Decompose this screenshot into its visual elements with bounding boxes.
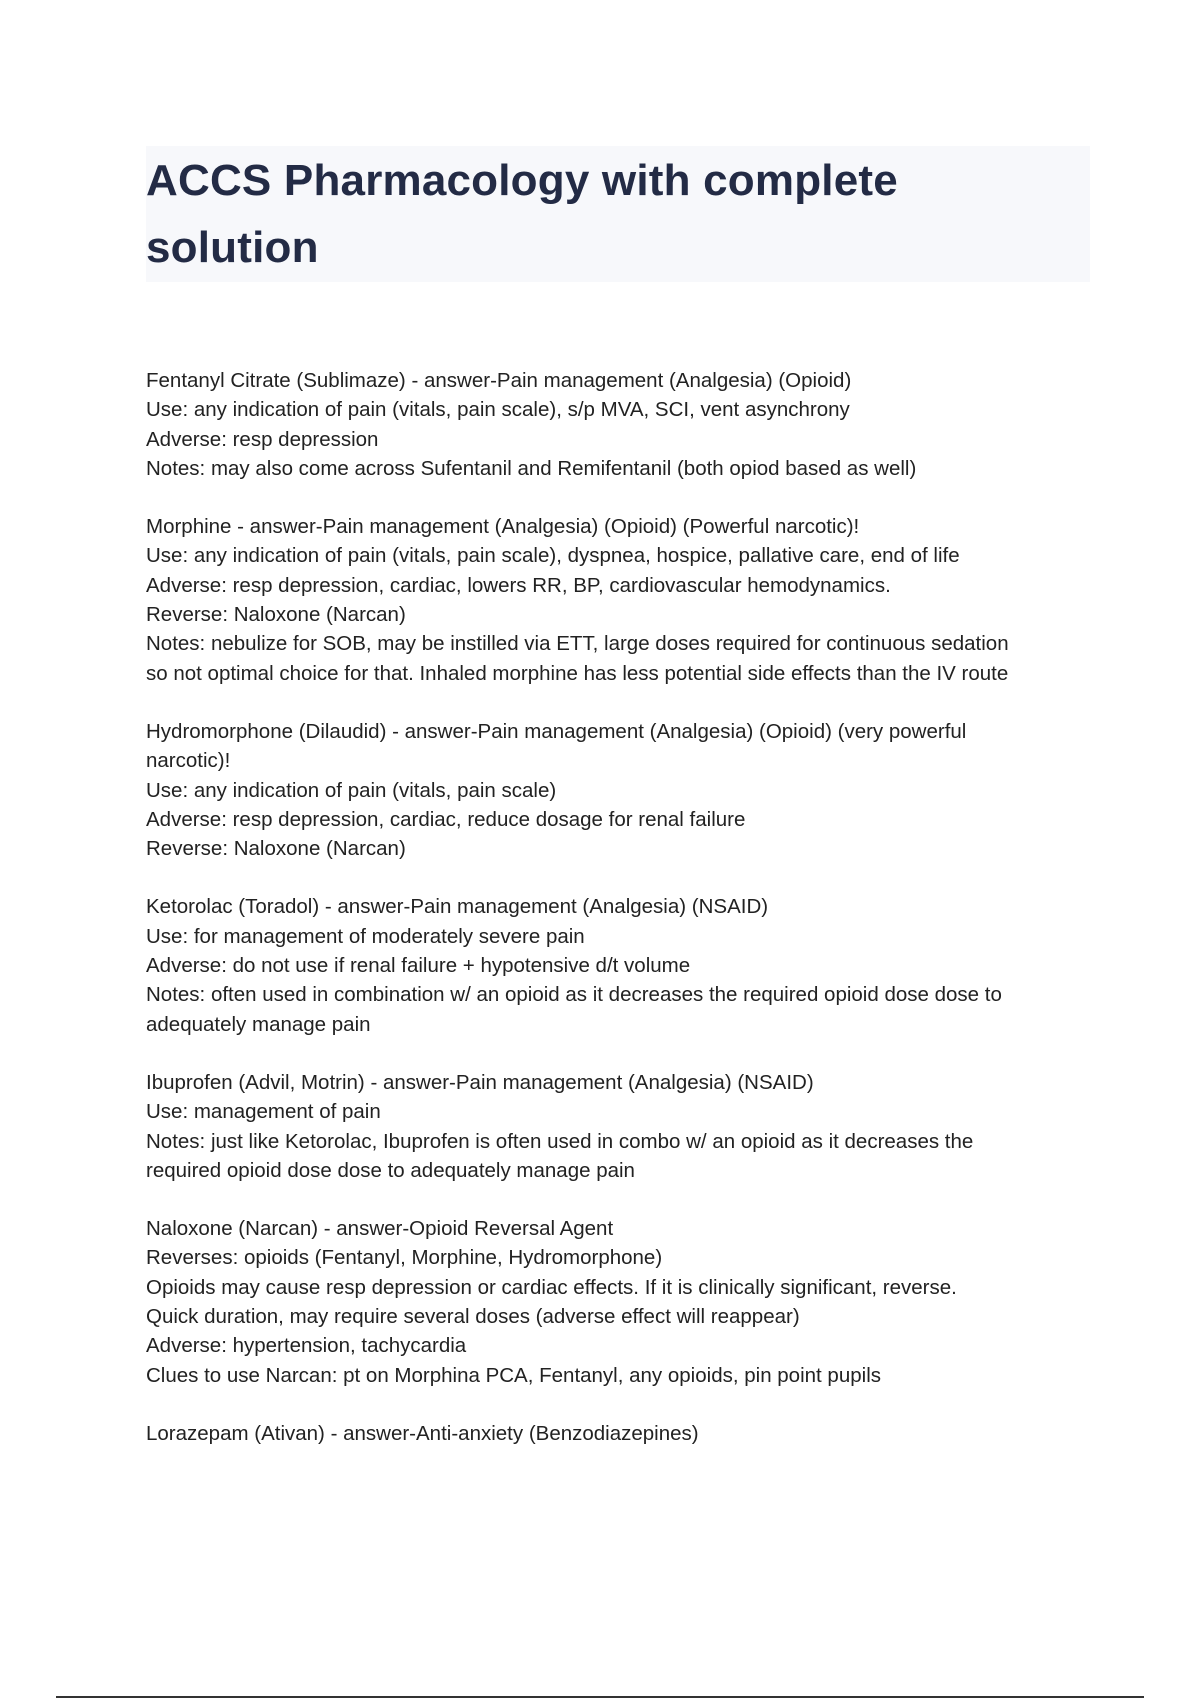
entry-fentanyl [146, 366, 1096, 483]
entry-line: Quick duration, may require several doses (adverse effect will reappear) [146, 1305, 800, 1329]
entry-line: Adverse: resp depression, cardiac, reduce dosage for renal failure [146, 807, 746, 831]
entry-line: Reverse: Naloxone (Narcan) [146, 837, 406, 861]
entry-line: Naloxone (Narcan) - answer-Opioid Reversal Agent [146, 1217, 614, 1241]
entry-hydromorphone [146, 717, 1096, 863]
entry-line: Adverse: hypertension, tachycardia [146, 1334, 467, 1358]
entry-line: Ketorolac (Toradol) - answer-Pain management (Analgesia) (NSAID) [146, 895, 769, 919]
entry-line: Notes: may also come across Sufentanil and Remifentanil (both opiod based as well) [146, 456, 917, 480]
entry-line: Notes: just like Ketorolac, Ibuprofen is often used in combo w/ an opioid as it decreases the [146, 1129, 974, 1153]
entry-line: Use: any indication of pain (vitals, pain scale), dyspnea, hospice, pallative care, end of life [146, 544, 960, 568]
title-line-1: ACCS Pharmacology with complete [146, 156, 898, 205]
entry-line: Opioids may cause resp depression or cardiac effects. If it is clinically significant, reverse. [146, 1275, 957, 1299]
entry-line: Reverses: opioids (Fentanyl, Morphine, Hydromorphone) [146, 1246, 663, 1270]
entry-line: Adverse: resp depression, cardiac, lowers RR, BP, cardiovascular hemodynamics. [146, 573, 891, 597]
entry-line: Notes: nebulize for SOB, may be instilled via ETT, large doses required for continuous sedation [146, 632, 1009, 656]
entry-line: required opioid dose dose to adequately manage pain [146, 1158, 635, 1182]
entry-line: Clues to use Narcan: pt on Morphina PCA, Fentanyl, any opioids, pin point pupils [146, 1363, 881, 1387]
document-body [146, 366, 1096, 1477]
entry-line: Use: for management of moderately severe pain [146, 924, 585, 948]
entry-line: Use: management of pain [146, 1100, 381, 1124]
entry-line: Fentanyl Citrate (Sublimaze) - answer-Pain management (Analgesia) (Opioid) [146, 369, 852, 392]
entry-line: Morphine - answer-Pain management (Analgesia) (Opioid) (Powerful narcotic)! [146, 515, 860, 539]
entry-line: so not optimal choice for that. Inhaled morphine has less potential side effects than the IV route [146, 661, 1009, 685]
entry-line: Reverse: Naloxone (Narcan) [146, 603, 406, 627]
entry-lorazepam [146, 1419, 1096, 1448]
entry-morphine [146, 512, 1096, 688]
title-banner [146, 146, 1090, 282]
entry-line: Ibuprofen (Advil, Motrin) - answer-Pain management (Analgesia) (NSAID) [146, 1070, 814, 1094]
entry-line: narcotic)! [146, 749, 231, 773]
entry-line: Notes: often used in combination w/ an opioid as it decreases the required opioid dose dose to [146, 983, 1002, 1007]
entry-ibuprofen [146, 1068, 1096, 1185]
entry-line: Lorazepam (Ativan) - answer-Anti-anxiety (Benzodiazepines) [146, 1421, 699, 1445]
footer-divider [56, 1696, 1144, 1698]
entry-line: Use: any indication of pain (vitals, pain scale) [146, 778, 557, 802]
entry-line: Use: any indication of pain (vitals, pain scale), s/p MVA, SCI, vent asynchrony [146, 398, 850, 422]
page-title [146, 146, 1078, 281]
title-line-2: solution [146, 223, 319, 272]
entry-line: Adverse: do not use if renal failure + hypotensive d/t volume [146, 954, 691, 978]
entry-ketorolac [146, 892, 1096, 1038]
entry-naloxone [146, 1214, 1096, 1390]
entry-line: adequately manage pain [146, 1012, 371, 1036]
entry-line: Adverse: resp depression [146, 427, 379, 451]
entry-line: Hydromorphone (Dilaudid) - answer-Pain management (Analgesia) (Opioid) (very powerful [146, 719, 967, 743]
